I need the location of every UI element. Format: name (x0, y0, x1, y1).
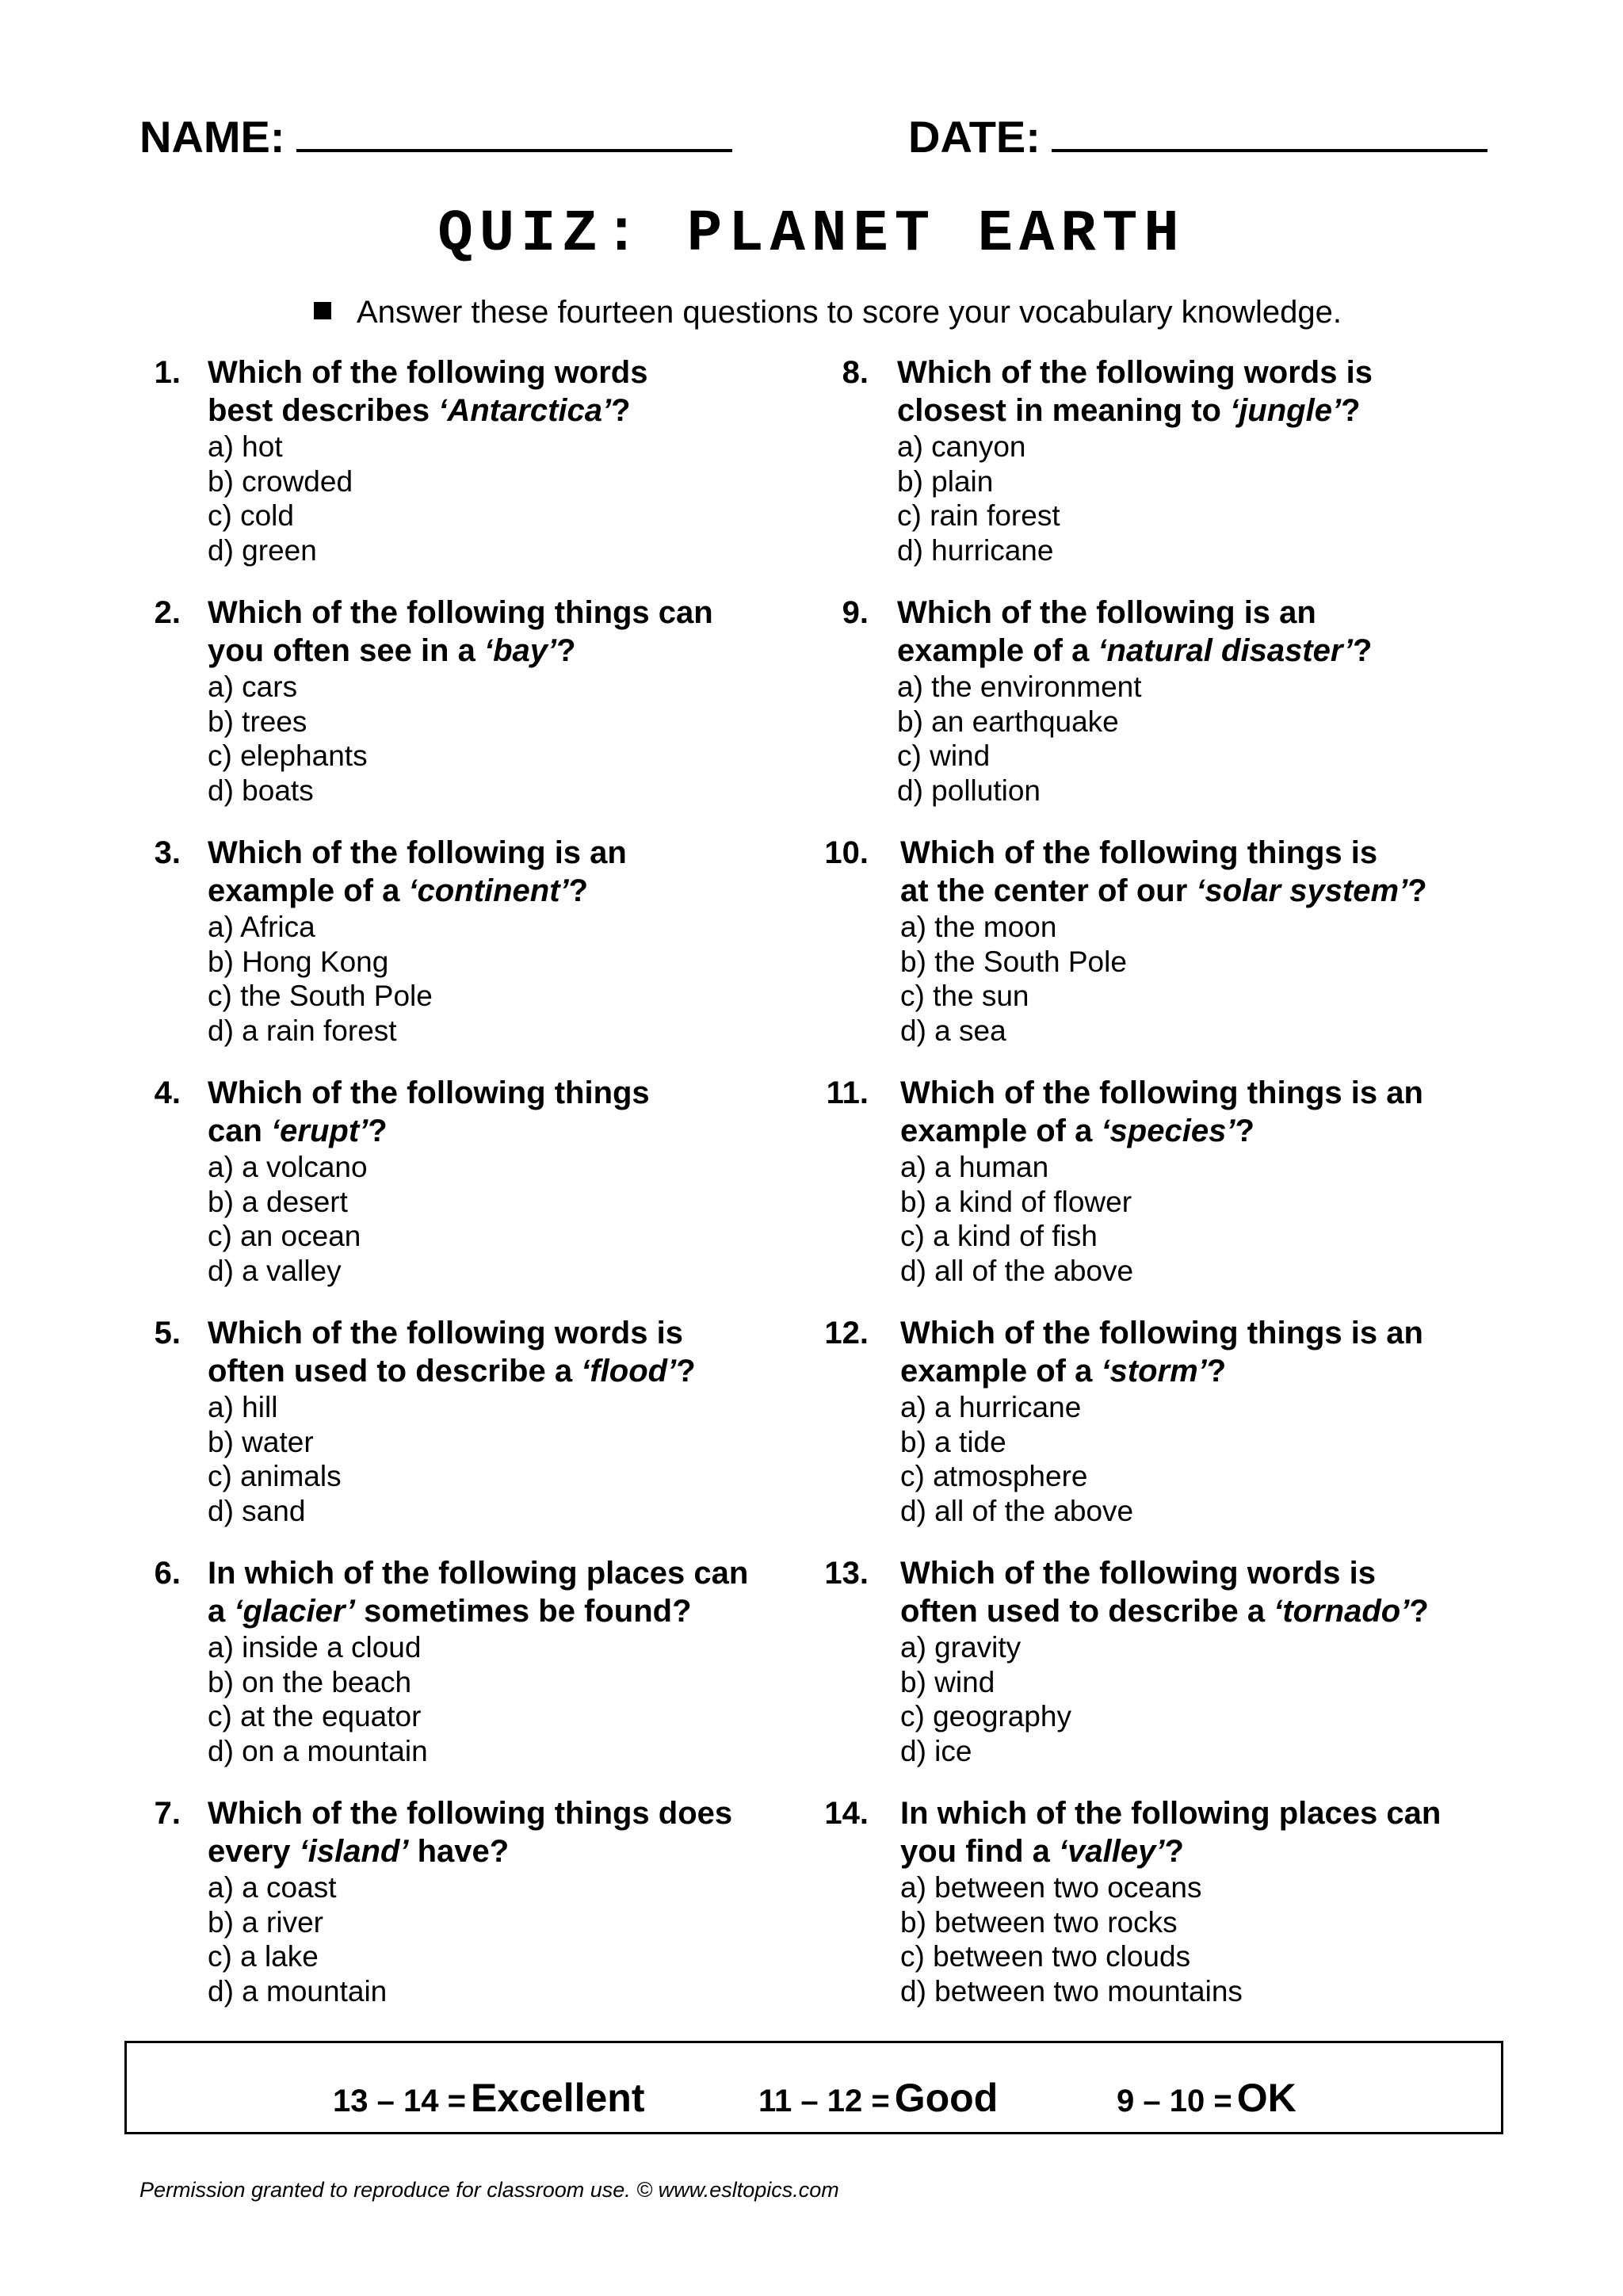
option-a[interactable]: a) the moon (900, 911, 1057, 943)
date-blank-line[interactable] (1052, 111, 1487, 152)
answer-options (897, 430, 1060, 567)
option-a[interactable]: a) the environment (897, 670, 1142, 703)
answer-options (900, 910, 1127, 1048)
option-b[interactable]: b) between two rocks (900, 1905, 1178, 1939)
option-a[interactable]: a) between two oceans (900, 1871, 1202, 1904)
answer-options (900, 1870, 1243, 2008)
option-c[interactable]: c) an ocean (208, 1220, 361, 1252)
option-c[interactable]: c) rain forest (897, 499, 1060, 532)
key-term: ‘island’ (299, 1834, 409, 1869)
option-a[interactable]: a) hot (208, 430, 283, 463)
answer-options (900, 1630, 1071, 1768)
page-title: QUIZ: PLANET EARTH (437, 201, 1186, 268)
answer-options (208, 910, 433, 1048)
option-a[interactable]: a) hill (208, 1391, 278, 1423)
question-text: Which of the following is an example of a ‘continent’? (208, 835, 627, 908)
option-c[interactable]: c) atmosphere (900, 1460, 1088, 1492)
option-a[interactable]: a) a coast (208, 1871, 337, 1904)
question-number: 4. (154, 1075, 181, 1110)
question-text: Which of the following is an example of a ‘natural disaster’? (897, 595, 1373, 668)
question-number: 9. (842, 595, 869, 630)
key-term: ‘Antarctica’ (438, 393, 612, 428)
key-term: ‘glacier’ (234, 1594, 356, 1629)
question-text: In which of the following places can a ‘glacier’ sometimes be found? (208, 1556, 749, 1629)
instruction-text: Answer these fourteen questions to score your vocabulary knowledge. (357, 295, 1342, 330)
question-number: 14. (824, 1796, 869, 1831)
question-number: 6. (154, 1556, 181, 1591)
option-a[interactable]: a) inside a cloud (208, 1631, 422, 1664)
key-term: ‘storm’ (1101, 1354, 1207, 1389)
option-c[interactable]: c) the sun (900, 980, 1029, 1012)
question-text: Which of the following words is often used to describe a ‘tornado’? (900, 1556, 1429, 1629)
option-a[interactable]: a) Africa (208, 911, 315, 943)
answer-options (900, 1390, 1133, 1528)
question-text: Which of the following words best describes ‘Antarctica’? (208, 355, 648, 428)
option-d[interactable]: d) a rain forest (208, 1014, 397, 1047)
answer-options (208, 430, 353, 567)
option-d[interactable]: d) on a mountain (208, 1734, 428, 1767)
option-c[interactable]: c) a kind of fish (900, 1220, 1098, 1252)
answer-options (208, 670, 368, 808)
option-c[interactable]: c) elephants (208, 739, 368, 772)
option-c[interactable]: c) geography (900, 1700, 1071, 1733)
question-text: Which of the following words is closest in meaning to ‘jungle’? (897, 355, 1373, 428)
option-c[interactable]: c) wind (897, 739, 991, 772)
option-b[interactable]: b) on the beach (208, 1665, 412, 1698)
option-b[interactable]: b) a river (208, 1905, 323, 1939)
question-number: 13. (824, 1556, 869, 1591)
option-d[interactable]: d) green (208, 533, 317, 567)
option-b[interactable]: b) wind (900, 1665, 995, 1698)
key-term: ‘valley’ (1059, 1834, 1165, 1869)
score-label: Good (894, 2076, 999, 2120)
question-number: 10. (824, 835, 869, 870)
date-field[interactable] (908, 111, 1487, 162)
answer-options (208, 1630, 428, 1768)
question-number: 2. (154, 595, 181, 630)
question-number: 1. (154, 355, 181, 390)
score-range: 11 – 12 = (758, 2084, 890, 2118)
score-label: OK (1236, 2076, 1296, 2120)
question-text: Which of the following things can ‘erupt’? (208, 1075, 650, 1148)
option-b[interactable]: b) Hong Kong (208, 945, 389, 978)
option-b[interactable]: b) plain (897, 464, 994, 498)
option-d[interactable]: d) ice (900, 1734, 972, 1767)
square-bullet-icon (314, 302, 331, 319)
option-b[interactable]: b) water (208, 1425, 314, 1458)
name-blank-line[interactable] (296, 111, 732, 152)
date-label: DATE: (908, 112, 1041, 162)
answer-options (897, 670, 1142, 808)
option-d[interactable]: d) hurricane (897, 533, 1054, 567)
score-label: Excellent (470, 2076, 645, 2120)
score-range: 9 – 10 = (1117, 2084, 1232, 2118)
key-term: ‘jungle’ (1230, 393, 1342, 428)
question-text: Which of the following things is an example of a ‘species’? (900, 1075, 1423, 1148)
question-number: 12. (824, 1316, 869, 1350)
option-d[interactable]: d) all of the above (900, 1254, 1134, 1287)
option-c[interactable]: c) animals (208, 1460, 342, 1492)
question-number: 7. (154, 1796, 181, 1831)
score-range: 13 – 14 = (333, 2084, 466, 2118)
option-a[interactable]: a) a hurricane (900, 1391, 1082, 1423)
option-b[interactable]: b) an earthquake (897, 705, 1119, 738)
option-c[interactable]: c) a lake (208, 1940, 319, 1973)
answer-options (900, 1150, 1133, 1288)
option-d[interactable]: d) pollution (897, 774, 1041, 807)
answer-options (208, 1390, 342, 1528)
answer-options (208, 1150, 368, 1288)
key-term: ‘continent’ (408, 873, 569, 908)
key-term: ‘bay’ (483, 633, 557, 668)
option-b[interactable]: b) trees (208, 705, 307, 738)
question-text: Which of the following things is an example of a ‘storm’? (900, 1316, 1423, 1389)
key-term: ‘erupt’ (271, 1114, 369, 1148)
key-term: ‘tornado’ (1274, 1594, 1410, 1629)
option-a[interactable]: a) a volcano (208, 1151, 368, 1183)
score-box (124, 2041, 1503, 2134)
question-text: Which of the following things can you often see in a ‘bay’? (208, 595, 713, 668)
option-a[interactable]: a) cars (208, 670, 298, 703)
option-d[interactable]: d) a mountain (208, 1974, 388, 2008)
question-text: In which of the following places can you find a ‘valley’? (900, 1796, 1442, 1869)
option-d[interactable]: d) a sea (900, 1014, 1006, 1047)
option-d[interactable]: d) all of the above (900, 1494, 1134, 1527)
key-term: ‘solar system’ (1196, 873, 1408, 908)
question-number: 11. (826, 1075, 869, 1110)
option-b[interactable]: b) a tide (900, 1425, 1006, 1458)
instruction (314, 295, 1342, 330)
key-term: ‘species’ (1101, 1114, 1235, 1148)
name-label: NAME: (139, 112, 285, 162)
answer-options (208, 1870, 387, 2008)
option-a[interactable]: a) gravity (900, 1631, 1022, 1664)
question-text: Which of the following things does every ‘island’ have? (208, 1796, 733, 1869)
option-d[interactable]: d) between two mountains (900, 1974, 1243, 2008)
option-c[interactable]: c) the South Pole (208, 980, 433, 1012)
option-d[interactable]: d) boats (208, 774, 314, 807)
score-good (758, 2075, 998, 2121)
question-number: 8. (842, 355, 869, 390)
footer-copyright: Permission granted to reproduce for classroom use. © www.esltopics.com (139, 2178, 839, 2202)
question-text: Which of the following words is often used to describe a ‘flood’? (208, 1316, 696, 1389)
option-c[interactable]: c) at the equator (208, 1700, 422, 1733)
score-ok (1117, 2075, 1296, 2121)
option-a[interactable]: a) canyon (897, 430, 1026, 463)
option-c[interactable]: c) cold (208, 499, 294, 532)
question-number: 5. (154, 1316, 181, 1350)
option-d[interactable]: d) sand (208, 1494, 306, 1527)
name-field[interactable] (139, 111, 732, 162)
option-b[interactable]: b) the South Pole (900, 945, 1127, 978)
option-b[interactable]: b) a desert (208, 1185, 348, 1218)
option-d[interactable]: d) a valley (208, 1254, 342, 1287)
key-term: ‘natural disaster’ (1098, 633, 1354, 668)
score-excellent (333, 2075, 645, 2121)
key-term: ‘flood’ (581, 1354, 677, 1389)
option-c[interactable]: c) between two clouds (900, 1940, 1191, 1973)
option-b[interactable]: b) crowded (208, 464, 353, 498)
question-text: Which of the following things is at the center of our ‘solar system’? (900, 835, 1427, 908)
option-b[interactable]: b) a kind of flower (900, 1185, 1132, 1218)
question-number: 3. (154, 835, 181, 870)
option-a[interactable]: a) a human (900, 1151, 1049, 1183)
